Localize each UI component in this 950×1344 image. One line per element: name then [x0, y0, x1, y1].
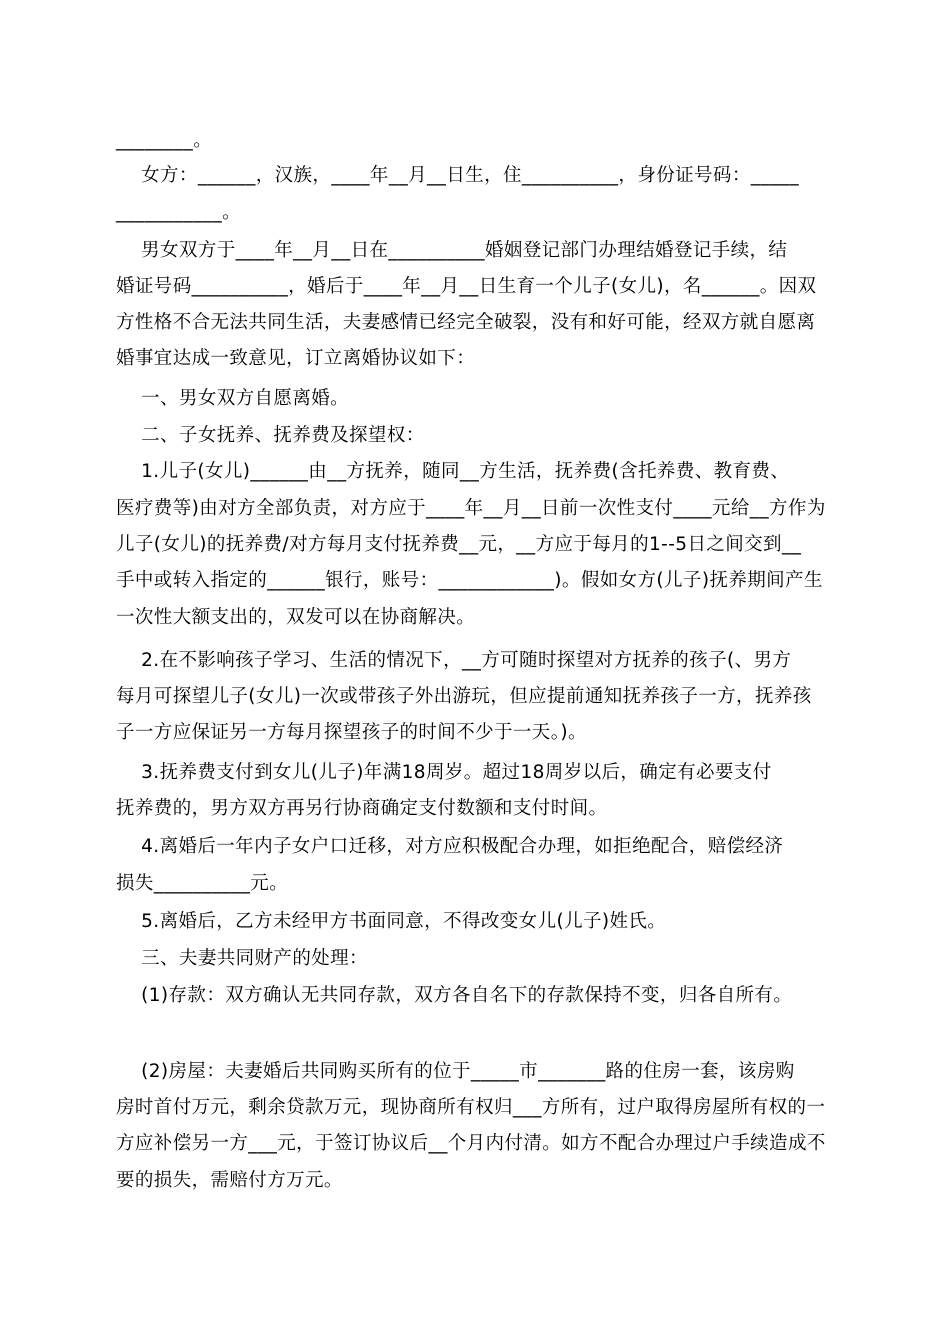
- text-line: 要的损失，需赔付方万元。: [116, 1170, 343, 1191]
- text-line: 手中或转入指定的______银行，账号：____________)。假如女方(儿子)抚养期间产生: [116, 570, 823, 591]
- text-line: (2)房屋：夫妻婚后共同购买所有的位于_____市_______路的住房一套，该房购: [116, 1061, 795, 1082]
- text-line: 子一方应保证另一方每月探望孩子的时间不少于一天。)。: [116, 722, 587, 743]
- text-line: 1.儿子(女儿)______由__方抚养，随同__方生活，抚养费(含托养费、教育费、: [116, 461, 790, 482]
- text-line: 女方：______，汉族，____年__月__日生，住__________，身份证号码：_____: [116, 165, 799, 186]
- section-heading: 一、男女双方自愿离婚。: [116, 388, 350, 409]
- text-line: 儿子(女儿)的抚养费/对方每月支付抚养费__元，__方应于每月的1--5日之间交到__: [116, 534, 802, 555]
- text-line: 3.抚养费支付到女儿(儿子)年满18周岁。超过18周岁以后，确定有必要支付: [116, 762, 772, 783]
- text-line: 男女双方于____年__月__日在__________婚姻登记部门办理结婚登记手续，结: [116, 240, 788, 261]
- text-line: 4.离婚后一年内子女户口迁移，对方应积极配合办理，如拒绝配合，赔偿经济: [116, 836, 784, 857]
- text-line: 损失__________元。: [116, 873, 289, 894]
- section-heading: 三、夫妻共同财产的处理：: [116, 948, 368, 969]
- text-line: 每月可探望儿子(女儿)一次或带孩子外出游玩，但应提前通知抚养孩子一方，抚养孩: [116, 686, 812, 707]
- text-line: (1)存款：双方确认无共同存款，双方各自名下的存款保持不变，归各自所有。: [116, 985, 793, 1006]
- text-line: 一次性大额支出的，双发可以在协商解决。: [116, 607, 476, 628]
- text-line: 婚事宜达成一致意见，订立离婚协议如下：: [116, 348, 476, 369]
- text-line: 方应补偿另一方___元，于签订协议后__个月内付清。如方不配合办理过户手续造成不: [116, 1133, 826, 1154]
- text-line: ________。: [116, 130, 213, 151]
- text-line: 5.离婚后，乙方未经甲方书面同意，不得改变女儿(儿子)姓氏。: [116, 911, 667, 932]
- section-heading: 二、子女抚养、抚养费及探望权：: [116, 425, 425, 446]
- text-line: 方性格不合无法共同生活，夫妻感情已经完全破裂，没有和好可能，经双方就自愿离: [116, 312, 816, 333]
- text-line: 2.在不影响孩子学习、生活的情况下，__方可随时探望对方抚养的孩子(、男方: [116, 650, 792, 671]
- text-line: 医疗费等)由对方全部负责，对方应于____年__月__日前一次性支付____元给__方作为: [116, 498, 826, 519]
- text-line: 婚证号码__________，婚后于____年__月__日生育一个儿子(女儿)，名______。因双: [116, 276, 817, 297]
- text-line: ___________。: [116, 202, 242, 223]
- text-line: 抚养费的，男方双方再另行协商确定支付数额和支付时间。: [116, 798, 608, 819]
- text-line: 房时首付万元，剩余贷款万元，现协商所有权归___方所有，过户取得房屋所有权的一: [116, 1097, 826, 1118]
